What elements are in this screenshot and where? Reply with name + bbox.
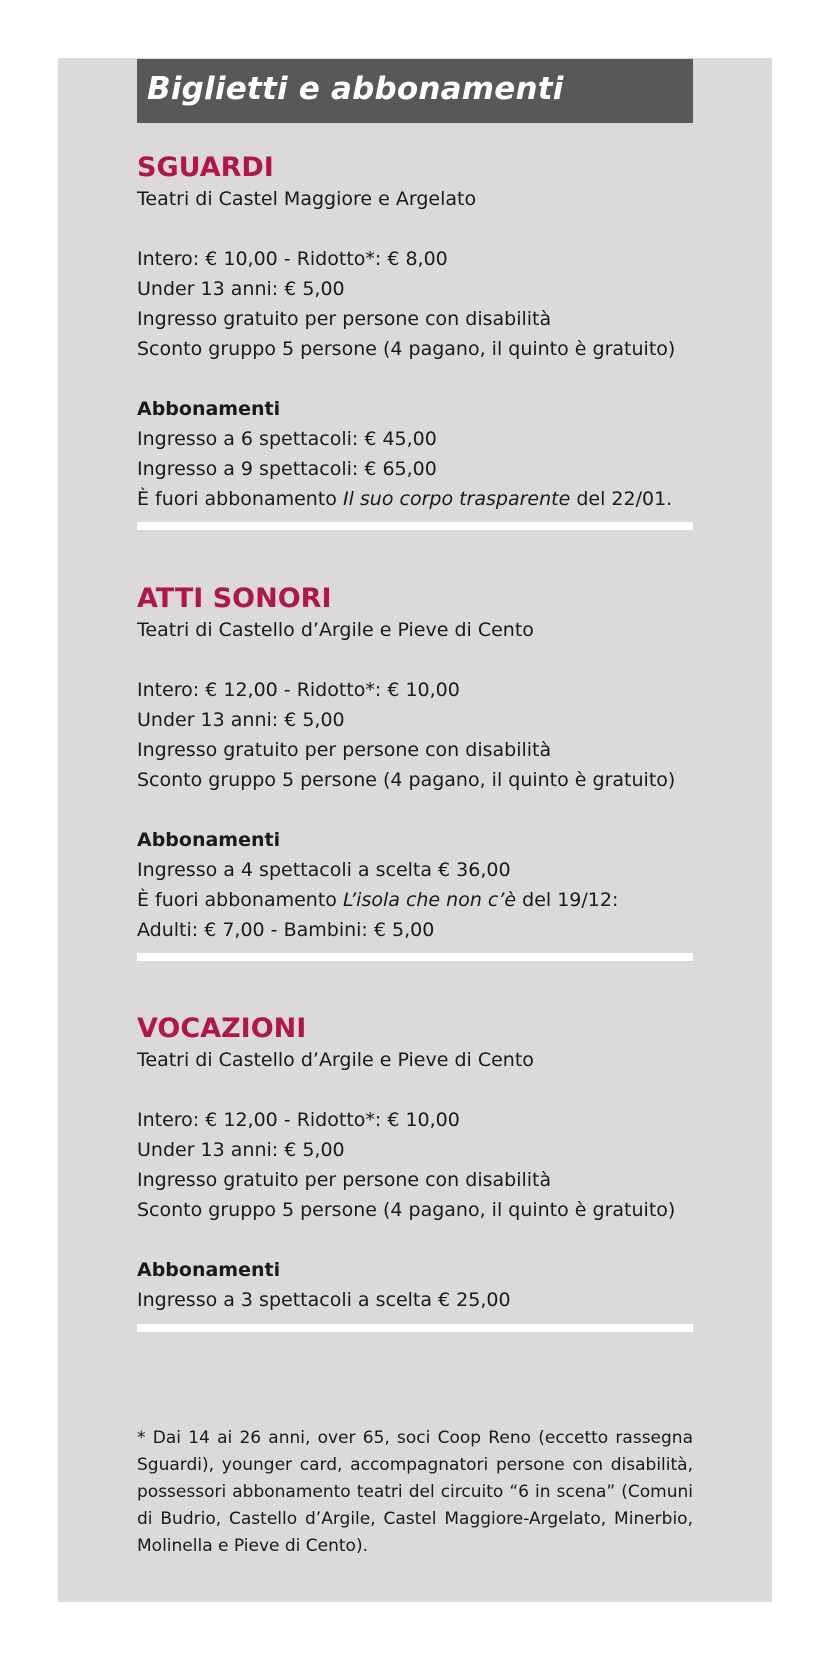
venue-text: Teatri di Castel Maggiore e Argelato [137,188,477,210]
price-line: Ingresso gratuito per persone con disabilità [137,308,552,330]
subscription-line: Ingresso a 6 spettacoli: € 45,00 [137,428,437,450]
section-title: SGUARDI [137,152,274,183]
section-divider [137,522,693,530]
subscription-line: Ingresso a 3 spettacoli a scelta € 25,00 [137,1289,511,1311]
page-title: Biglietti e abbonamenti [147,71,564,107]
subscription-line: Ingresso a 9 spettacoli: € 65,00 [137,458,437,480]
exclusion-note [137,885,693,915]
show-title: L’isola che non c’è [342,889,517,911]
subscriptions-heading: Abbonamenti [137,1259,281,1281]
subscriptions-heading: Abbonamenti [137,829,281,851]
subscription-line: Ingresso a 4 spettacoli a scelta € 36,00 [137,859,511,881]
price-line: Intero: € 10,00 - Ridotto*: € 8,00 [137,248,448,270]
section-divider [137,953,693,961]
price-line: Under 13 anni: € 5,00 [137,709,345,731]
page-header [137,59,693,123]
exclusion-note [137,484,693,514]
note-suffix: del 22/01. [570,488,673,510]
price-line: Sconto gruppo 5 persone (4 pagano, il quinto è gratuito) [137,1199,676,1221]
price-line: Sconto gruppo 5 persone (4 pagano, il quinto è gratuito) [137,338,676,360]
show-title: Il suo corpo trasparente [342,488,571,510]
spacer [137,795,693,825]
spacer [137,645,693,675]
price-line: Intero: € 12,00 - Ridotto*: € 10,00 [137,679,460,701]
subscriptions-heading: Abbonamenti [137,398,281,420]
venue-text: Teatri di Castello d’Argile e Pieve di Cento [137,1049,534,1071]
section-sguardi [137,151,693,514]
section-title: ATTI SONORI [137,583,332,614]
spacer [137,364,693,394]
special-prices: Adulti: € 7,00 - Bambini: € 5,00 [137,919,435,941]
price-line: Intero: € 12,00 - Ridotto*: € 10,00 [137,1109,460,1131]
section-vocazioni [137,1012,693,1315]
note-suffix: del 19/12: [516,889,619,911]
price-line: Sconto gruppo 5 persone (4 pagano, il quinto è gratuito) [137,769,676,791]
price-line: Ingresso gratuito per persone con disabilità [137,739,552,761]
spacer [137,214,693,244]
note-prefix: È fuori abbonamento [137,488,343,510]
spacer [137,1225,693,1255]
note-prefix: È fuori abbonamento [137,889,343,911]
price-line: Ingresso gratuito per persone con disabilità [137,1169,552,1191]
venue-text: Teatri di Castello d’Argile e Pieve di Cento [137,619,534,641]
price-line: Under 13 anni: € 5,00 [137,278,345,300]
section-divider [137,1324,693,1332]
section-atti-sonori [137,582,693,945]
footnote: * Dai 14 ai 26 anni, over 65, soci Coop Reno (eccetto rassegna Sguardi), younger card, accompagnatori persone con disabilità, possessori abbonamento teatri del circuito “6 in scena” (Comuni di Budrio, Castello d’Argile, Castel Maggiore-Argelato, Minerbio, Molinella e Pieve di Cento). [137,1428,693,1556]
price-line: Under 13 anni: € 5,00 [137,1139,345,1161]
section-title: VOCAZIONI [137,1013,307,1044]
spacer [137,1075,693,1105]
